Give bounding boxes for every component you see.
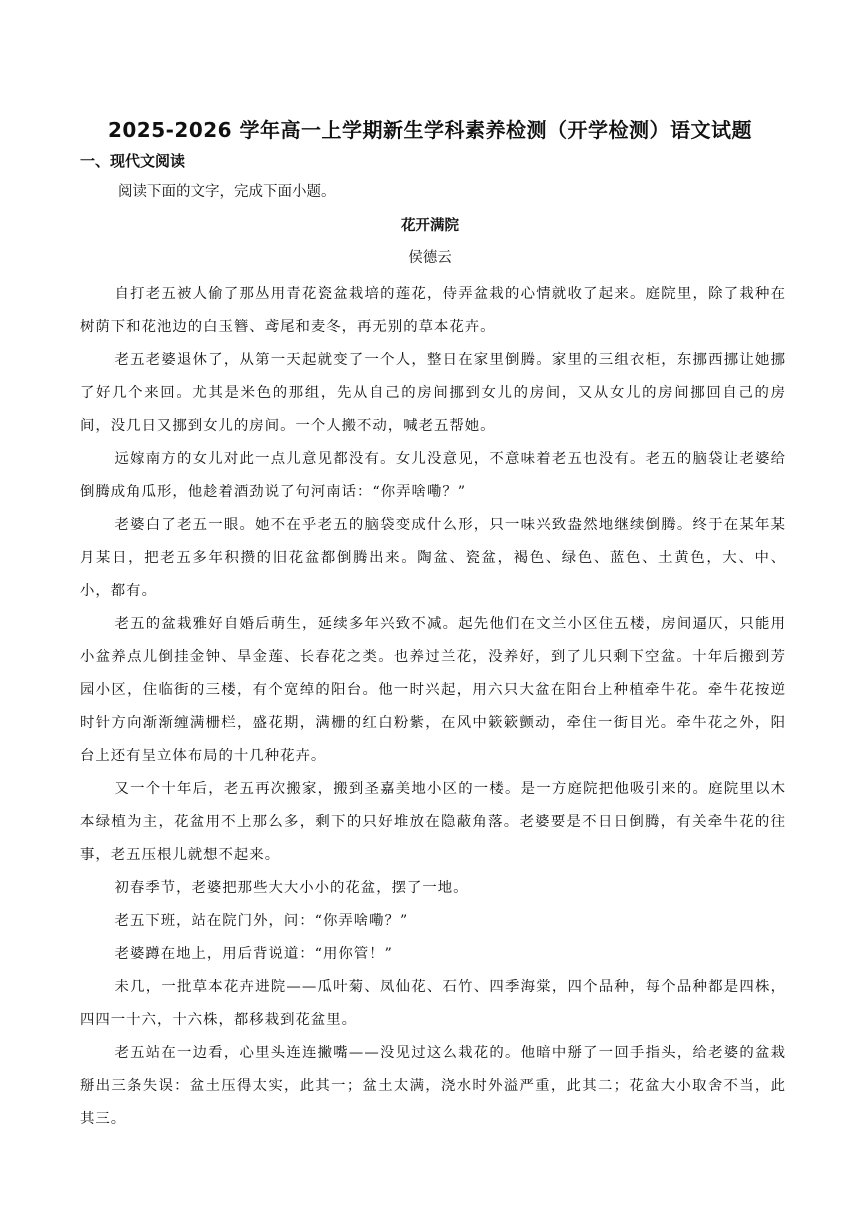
article-author: 侯德云 (408, 250, 452, 266)
paragraph: 老五老婆退休了，从第一天起就变了一个人，整日在家里倒腾。家里的三组衣柜，东挪西挪让她挪了好几个来回。尤其是米色的那组，先从自己的房间挪到女儿的房间，又从女儿的房间挪回自己的房间，没几日又挪到女儿的房间。一个人搬不动，喊老五帮她。 (80, 352, 786, 434)
paragraph: 老五站在一边看，心里头连连撇嘴——没见过这么栽花的。他暗中掰了一回手指头，给老婆的盆栽掰出三条失误：盆土压得太实，此其一；盆土太满，浇水时外溢严重，此其二；花盆大小取舍不当，此其三。 (80, 1045, 786, 1127)
paragraph: 初春季节，老婆把那些大大小小的花盆，摆了一地。 (114, 880, 469, 896)
article-body (80, 278, 786, 1136)
paragraph: 老婆白了老五一眼。她不在乎老五的脑袋变成什么形，只一味兴致盎然地继续倒腾。终于在某年某月某日，把老五多年积攒的旧花盆都倒腾出来。陶盆、瓷盆，褐色、绿色、蓝色、土黄色，大、中、小，都有。 (80, 517, 786, 599)
paragraph: 又一个十年后，老五再次搬家，搬到圣嘉美地小区的一楼。是一方庭院把他吸引来的。庭院里以木本绿植为主，花盆用不上那么多，剩下的只好堆放在隐蔽角落。老婆要是不日日倒腾，有关牵牛花的往事，老五压根儿就想不起来。 (80, 781, 786, 863)
article-title: 花开满院 (401, 218, 459, 234)
instruction-text: 阅读下面的文字，完成下面小题。 (118, 184, 336, 200)
document-title: 2025-2026 学年高一上学期新生学科素养检测（开学检测）语文试题 (107, 118, 753, 142)
paragraph: 老婆蹲在地上，用后背说道：“用你管！” (114, 946, 393, 962)
paragraph: 远嫁南方的女儿对此一点儿意见都没有。女儿没意见，不意味着老五也没有。老五的脑袋让老婆给倒腾成角瓜形，他趁着酒劲说了句河南话：“你弄啥嘞？” (80, 451, 786, 500)
paragraph: 未几，一批草本花卉进院——瓜叶菊、凤仙花、石竹、四季海棠，四个品种，每个品种都是四株，四四一十六，十六株，都移栽到花盆里。 (80, 979, 786, 1028)
paragraph: 老五的盆栽雅好自婚后萌生，延续多年兴致不减。起先他们在文兰小区住五楼，房间逼仄，只能用小盆养点儿倒挂金钟、旱金莲、长春花之类。也养过兰花，没养好，到了儿只剩下空盆。十年后搬到芳园小区，住临街的三楼，有个宽绰的阳台。他一时兴起，用六只大盆在阳台上种植牵牛花。牵牛花按逆时针方向渐渐缠满栅栏，盛花期，满栅的红白粉紫，在风中簌簌颤动，牵住一街目光。牵牛花之外，阳台上还有呈立体布局的十几种花卉。 (80, 616, 786, 764)
paragraph: 老五下班，站在院门外，问：“你弄啥嘞？” (114, 913, 409, 929)
paragraph: 自打老五被人偷了那丛用青花瓷盆栽培的莲花，侍弄盆栽的心情就收了起来。庭院里，除了栽种在树荫下和花池边的白玉簪、鸢尾和麦冬，再无别的草本花卉。 (80, 286, 786, 335)
section-heading: 一、现代文阅读 (80, 152, 186, 170)
